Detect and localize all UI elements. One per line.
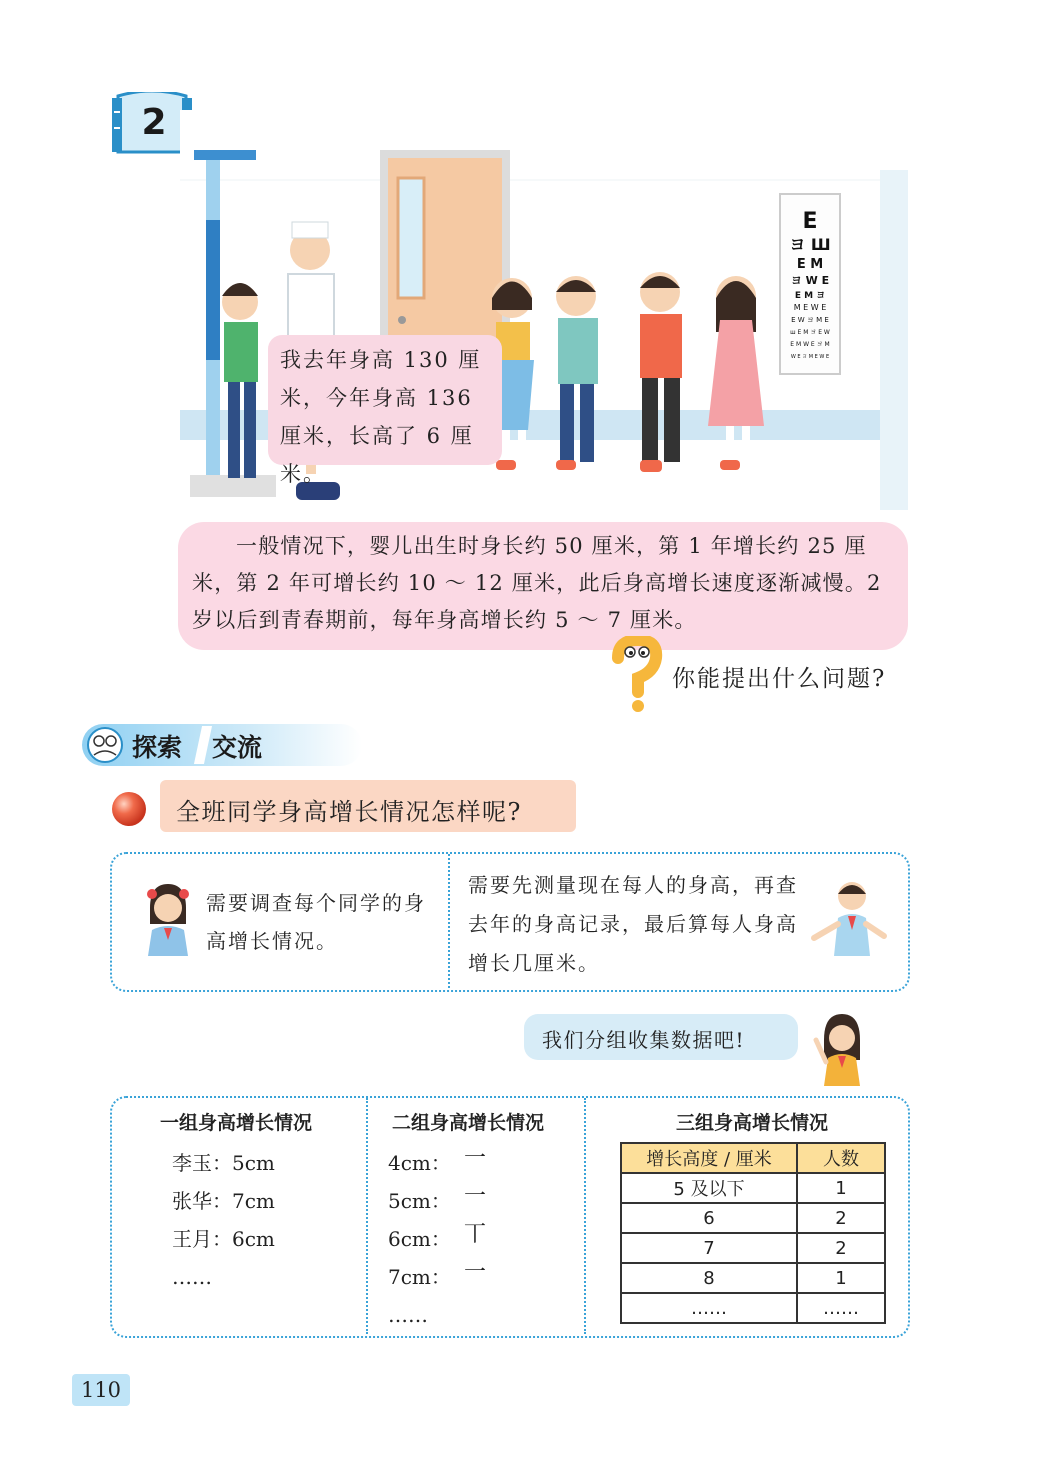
- boy-speech-text: 我去年身高 130 厘米，今年身高 136 厘米，长高了 6 厘米。: [280, 348, 482, 486]
- group1-item: 李玉：5cm: [172, 1151, 275, 1175]
- svg-text:E: E: [802, 209, 818, 234]
- group3-title: 三组身高增长情况: [676, 1112, 829, 1134]
- group1-list: [172, 1144, 275, 1296]
- table-cell: 5 及以下: [621, 1173, 797, 1203]
- group2-item: 6cm：: [388, 1227, 451, 1251]
- tally-mark: 一: [464, 1260, 487, 1285]
- table-cell: ……: [621, 1293, 797, 1323]
- section-title-part1: 探索: [132, 733, 183, 762]
- boy-avatar: [808, 874, 890, 956]
- girl-avatar: [142, 880, 194, 956]
- svg-text:E M ヨ: E M ヨ: [794, 291, 826, 301]
- tally-mark: 一: [464, 1184, 487, 1209]
- girl-statement: 需要调查每个同学的身高增长情况。: [206, 891, 426, 953]
- growth-info-text: 一般情况下，婴儿出生时身长约 50 厘米，第 1 年增长约 25 厘米，第 2 年可增长约 10 ～ 12 厘米，此后身高增长速度逐渐减慢。2 岁以后到青春期前，每年身高增长约 5 ～ 7 厘米。: [192, 534, 882, 632]
- group-speech-bubble: [524, 1014, 798, 1060]
- table-row: [621, 1233, 885, 1263]
- section-title-separator: [194, 726, 212, 764]
- red-ball-bullet-icon: [110, 790, 148, 828]
- table-cell: 6: [621, 1203, 797, 1233]
- table-row: [621, 1263, 885, 1293]
- svg-text:E M W E ヨ M: E M W E ヨ M: [790, 341, 830, 348]
- group1-item: 张华：7cm: [172, 1189, 275, 1213]
- group-divider-2: [584, 1098, 586, 1334]
- group3-table: [620, 1142, 886, 1324]
- svg-text:ヨ Ш: ヨ Ш: [789, 235, 831, 254]
- group1-item: 王月：6cm: [172, 1227, 275, 1251]
- question-mascot-icon: [606, 636, 666, 714]
- table-row: [621, 1203, 885, 1233]
- table-cell: ……: [797, 1293, 885, 1323]
- group-speech-text: 我们分组收集数据吧!: [542, 1028, 746, 1052]
- table-cell: 2: [797, 1233, 885, 1263]
- table-header-cell: 增长高度 / 厘米: [621, 1143, 797, 1173]
- lesson-number: 2: [141, 102, 167, 143]
- topic-question-box: [160, 780, 576, 832]
- group2-list: [388, 1144, 451, 1334]
- boy-speech-bubble: [268, 335, 502, 486]
- svg-text:ш E M ヨ E W: ш E M ヨ E W: [790, 329, 830, 336]
- discussion-icon: [86, 727, 124, 763]
- prompt-question: 你能提出什么问题?: [672, 666, 887, 692]
- section-header: [82, 724, 362, 766]
- table-row: [621, 1173, 885, 1203]
- boy-statement: 需要先测量现在每人的身高，再查去年的身高记录，最后算每人身高增长几厘米。: [468, 873, 798, 975]
- group2-title: 二组身高增长情况: [392, 1112, 545, 1134]
- growth-info-box: [178, 522, 908, 650]
- pointing-girl-avatar: [812, 1010, 868, 1086]
- table-cell: 2: [797, 1203, 885, 1233]
- table-cell: 1: [797, 1173, 885, 1203]
- tally-mark: 丅: [464, 1222, 487, 1247]
- group2-item: ……: [388, 1303, 428, 1327]
- group1-title: 一组身高增长情况: [160, 1112, 313, 1134]
- tally-mark: 一: [464, 1146, 487, 1171]
- dialogue-divider: [448, 854, 450, 988]
- section-title-part2: 交流: [212, 733, 263, 762]
- group-divider-1: [366, 1098, 368, 1334]
- svg-text:W E ヨ M E W E: W E ヨ M E W E: [790, 354, 830, 360]
- svg-text:M E W E: M E W E: [793, 303, 827, 312]
- table-cell: 7: [621, 1233, 797, 1263]
- page-number: 110: [72, 1374, 130, 1406]
- table-row: [621, 1293, 885, 1323]
- table-cell: 1: [797, 1263, 885, 1293]
- svg-text:E M: E M: [796, 257, 824, 272]
- topic-question-text: 全班同学身高增长情况怎样呢?: [176, 798, 522, 826]
- svg-text:ヨ W E: ヨ W E: [790, 274, 830, 287]
- group2-tally-marks: [464, 1140, 486, 1292]
- group2-item: 5cm：: [388, 1189, 451, 1213]
- group2-item: 7cm：: [388, 1265, 451, 1289]
- svg-text:E W ヨ M E: E W ヨ M E: [791, 316, 829, 324]
- table-cell: 8: [621, 1263, 797, 1293]
- group2-item: 4cm：: [388, 1151, 451, 1175]
- group1-item: ……: [172, 1265, 212, 1289]
- table-header-cell: 人数: [797, 1143, 885, 1173]
- table-header-row: [621, 1143, 885, 1173]
